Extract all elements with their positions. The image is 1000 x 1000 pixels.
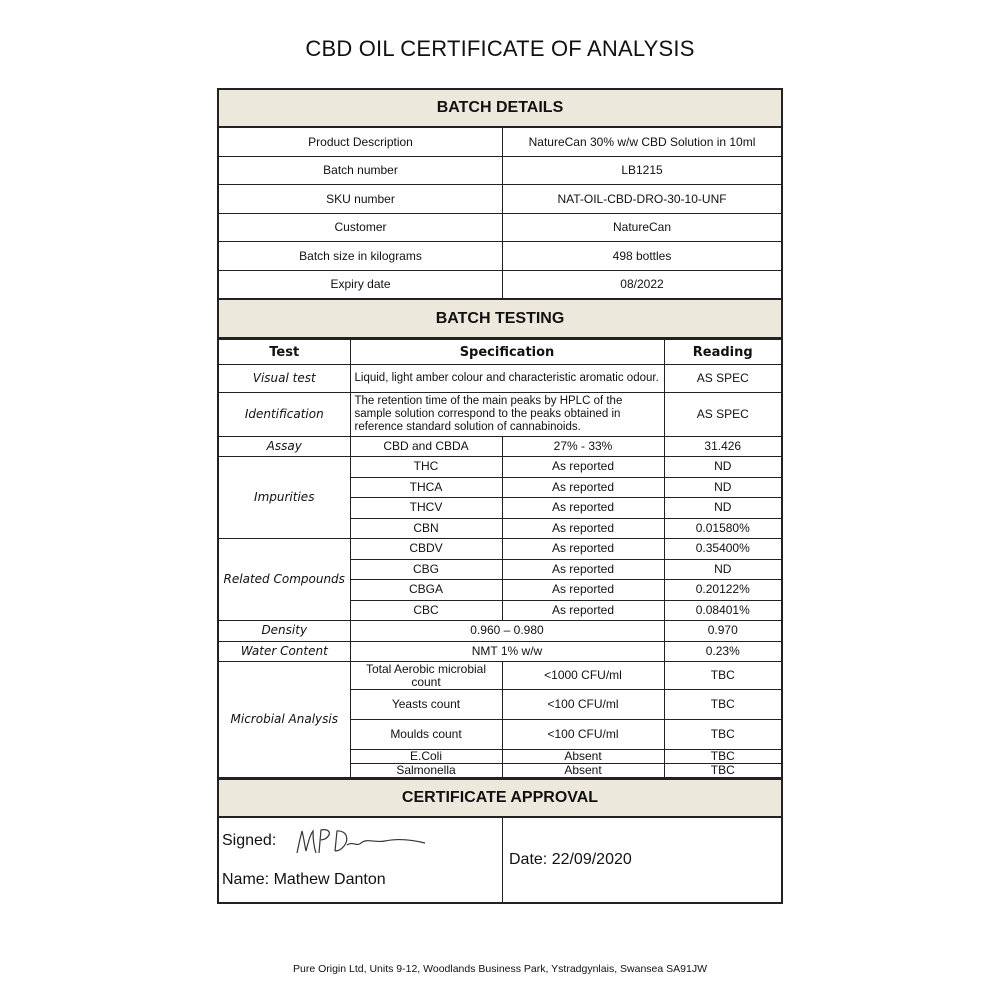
specification-cell: As reported <box>502 518 664 539</box>
reading-cell: ND <box>664 559 781 580</box>
test-name: Microbial Analysis <box>219 662 350 778</box>
detail-label: SKU number <box>219 185 503 213</box>
item-cell: CBG <box>350 559 502 580</box>
test-name: Water Content <box>219 641 350 662</box>
batch-details-heading: BATCH DETAILS <box>219 90 781 128</box>
table-row <box>219 457 781 478</box>
test-name: Impurities <box>219 457 350 539</box>
specification-cell: As reported <box>502 477 664 498</box>
detail-label: Expiry date <box>219 271 503 299</box>
page-title: CBD OIL CERTIFICATE OF ANALYSIS <box>305 36 695 61</box>
reading-cell: ND <box>664 477 781 498</box>
test-name: Assay <box>219 437 350 457</box>
approval-date-cell <box>503 818 781 902</box>
detail-label: Customer <box>219 214 503 242</box>
detail-row <box>219 271 781 301</box>
certificate-table <box>217 88 783 904</box>
specification-cell: Liquid, light amber colour and characteristic aromatic odour. <box>350 365 664 393</box>
item-cell: CBGA <box>350 580 502 601</box>
certificate-approval-heading: CERTIFICATE APPROVAL <box>219 778 781 818</box>
test-name: Density <box>219 621 350 642</box>
reading-cell: AS SPEC <box>664 365 781 393</box>
reading-cell: ND <box>664 457 781 478</box>
detail-value: 08/2022 <box>620 277 664 292</box>
detail-label: Batch number <box>219 157 503 185</box>
specification-cell: As reported <box>502 539 664 560</box>
item-cell: Yeasts count <box>350 690 502 720</box>
detail-value: LB1215 <box>621 163 663 178</box>
test-name: Related Compounds <box>219 539 350 621</box>
item-cell: Moulds count <box>350 720 502 750</box>
specification-cell: As reported <box>502 559 664 580</box>
reading-cell: TBC <box>664 690 781 720</box>
reading-cell: TBC <box>664 662 781 690</box>
reading-cell: 0.01580% <box>664 518 781 539</box>
detail-row <box>219 242 781 271</box>
reading-cell: AS SPEC <box>664 393 781 437</box>
reading-cell: 0.35400% <box>664 539 781 560</box>
item-cell: THCV <box>350 498 502 519</box>
table-row <box>219 641 781 662</box>
footer-address: Pure Origin Ltd, Units 9-12, Woodlands Business Park, Ystradgynlais, Swansea SA91JW <box>293 963 707 975</box>
specification-cell: Absent <box>502 750 664 764</box>
specification-cell: The retention time of the main peaks by HPLC of the sample solution correspond to the peaks obtained in reference standard solution of cannabinoids. <box>350 393 664 437</box>
reading-cell: 0.08401% <box>664 600 781 621</box>
detail-row <box>219 185 781 214</box>
detail-label: Product Description <box>219 128 503 156</box>
column-header-reading: Reading <box>664 340 781 365</box>
specification-cell: <100 CFU/ml <box>502 690 664 720</box>
specification-cell: <100 CFU/ml <box>502 720 664 750</box>
specification-cell: As reported <box>502 498 664 519</box>
reading-cell: 0.970 <box>664 621 781 642</box>
test-name: Visual test <box>219 365 350 393</box>
detail-row <box>219 157 781 186</box>
specification-cell: <1000 CFU/ml <box>502 662 664 690</box>
column-header-test: Test <box>219 340 350 365</box>
specification-cell: NMT 1% w/w <box>350 641 664 662</box>
approval-date: Date: 22/09/2020 <box>509 851 632 868</box>
table-header-row <box>219 340 781 365</box>
reading-cell: TBC <box>664 750 781 764</box>
signature-image <box>295 825 435 861</box>
batch-testing-heading: BATCH TESTING <box>219 300 781 339</box>
detail-row <box>219 214 781 243</box>
specification-cell: 27% - 33% <box>502 437 664 457</box>
specification-cell: As reported <box>502 457 664 478</box>
reading-cell: TBC <box>664 764 781 778</box>
approval-section <box>219 818 781 902</box>
approval-signature-cell <box>219 818 503 902</box>
item-cell: Total Aerobic microbial count <box>350 662 502 690</box>
reading-cell: ND <box>664 498 781 519</box>
batch-testing-table <box>219 339 781 778</box>
detail-label: Batch size in kilograms <box>219 242 503 270</box>
reading-cell: 0.23% <box>664 641 781 662</box>
specification-cell: 0.960 – 0.980 <box>350 621 664 642</box>
item-cell: CBD and CBDA <box>350 437 502 457</box>
specification-cell: As reported <box>502 600 664 621</box>
detail-value: NatureCan 30% w/w CBD Solution in 10ml <box>528 134 756 149</box>
table-row <box>219 365 781 393</box>
detail-value: 498 bottles <box>612 248 672 263</box>
detail-value: NAT-OIL-CBD-DRO-30-10-UNF <box>557 191 727 206</box>
signatory-name: Name: Mathew Danton <box>222 871 386 888</box>
detail-value: NatureCan <box>612 220 672 235</box>
item-cell: Salmonella <box>350 764 502 778</box>
test-name: Identification <box>219 393 350 437</box>
item-cell: CBN <box>350 518 502 539</box>
column-header-specification: Specification <box>350 340 664 365</box>
table-row <box>219 539 781 560</box>
batch-details-table <box>219 128 781 300</box>
signed-label: Signed: <box>222 832 277 849</box>
reading-cell: 31.426 <box>664 437 781 457</box>
table-row <box>219 662 781 690</box>
detail-row <box>219 128 781 157</box>
item-cell: CBC <box>350 600 502 621</box>
table-row <box>219 393 781 437</box>
item-cell: THC <box>350 457 502 478</box>
table-row <box>219 437 781 457</box>
item-cell: E.Coli <box>350 750 502 764</box>
item-cell: CBDV <box>350 539 502 560</box>
reading-cell: TBC <box>664 720 781 750</box>
specification-cell: As reported <box>502 580 664 601</box>
item-cell: THCA <box>350 477 502 498</box>
specification-cell: Absent <box>502 764 664 778</box>
reading-cell: 0.20122% <box>664 580 781 601</box>
table-row <box>219 621 781 642</box>
